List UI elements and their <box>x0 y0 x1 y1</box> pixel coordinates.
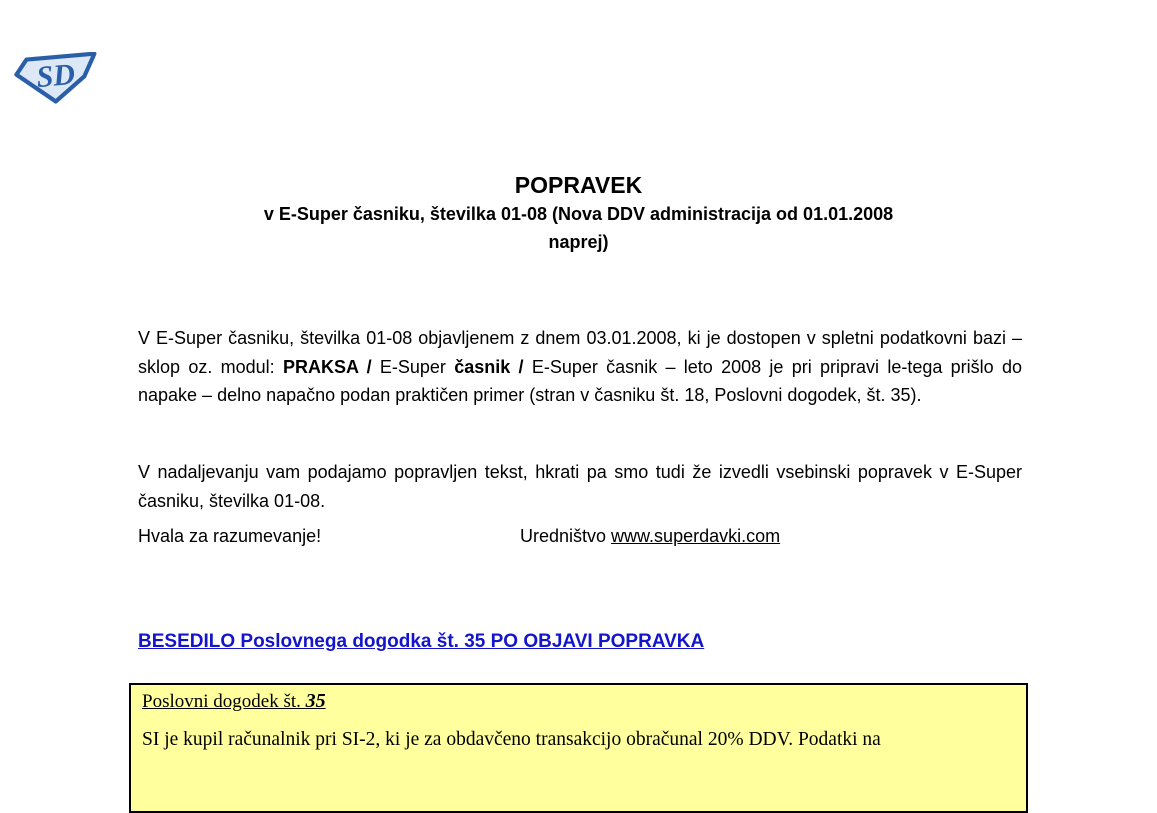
sd-logo-letters: SD <box>34 56 77 95</box>
thanks-line <box>138 522 1022 550</box>
paragraph-error-notice <box>138 324 1022 410</box>
page-subtitle-line1: v E-Super časniku, številka 01-08 (Nova DDV administracija od 01.01.2008 <box>263 204 894 224</box>
section-heading: BESEDILO Poslovnega dogodka št. 35 PO OBJAVI POPRAVKA <box>138 631 705 652</box>
event-box-title-number: 35 <box>305 690 326 712</box>
paragraph-1-segment: E-Super <box>379 356 455 377</box>
thanks-text: Hvala za razumevanje! <box>138 526 322 546</box>
module-path-praksa: PRAKSA / <box>282 356 380 377</box>
editorial-label: Uredništvo <box>520 526 612 546</box>
event-box-body: SI je kupil računalnik pri SI-2, ki je za obdavčeno transakcijo obračunal 20% DDV. Podatki na <box>142 729 881 750</box>
document-header <box>0 170 1157 256</box>
business-event-box <box>129 683 1028 813</box>
page-title: POPRAVEK <box>514 172 643 198</box>
page-subtitle-line2: naprej) <box>548 232 609 252</box>
paragraph-1-segment: E-Super časnik – leto 2008 je pri pripravi le-tega prišlo do napake – delno napačno podan praktičen primer (stran v časniku št. 18, Poslovni dogodek, št. 35). <box>138 356 1023 405</box>
event-box-title <box>142 690 326 713</box>
paragraph-correction-notice: V nadaljevanju vam podajamo popravljen tekst, hkrati pa smo tudi že izvedli vsebinski popravek v E-Super časniku, številka 01-08. <box>138 462 1022 511</box>
superdavki-link[interactable]: www.superdavki.com <box>611 526 781 546</box>
paragraph-1-segment: V E-Super časniku, številka 01-08 objavljenem z dnem 03.01.2008, ki je dostopen v spletni podatkovni bazi – sklop oz. modul: <box>138 328 1022 377</box>
sd-logo <box>13 52 97 104</box>
module-path-casnik: časnik / <box>454 356 532 377</box>
event-box-title-text: Poslovni dogodek št. <box>142 691 306 712</box>
